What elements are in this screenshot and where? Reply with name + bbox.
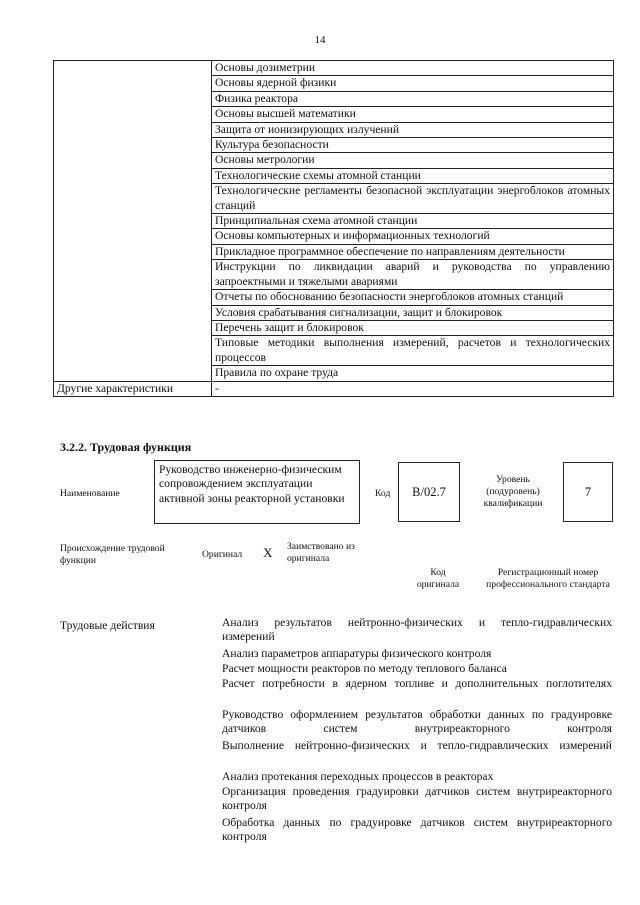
other-characteristics-value: - bbox=[212, 381, 614, 396]
labor-action-item: Расчет потребности в ядерном топливе и дополнительных поглотителях bbox=[222, 677, 612, 690]
knowledge-item: Прикладное программное обеспечение по направлениям деятельности bbox=[212, 244, 614, 259]
labor-action-item: Расчет мощности реакторов по методу теплового баланса bbox=[222, 662, 507, 675]
labor-action-item: Обработка данных по градуировке датчиков систем внутриреакторного контроля bbox=[222, 816, 612, 844]
original-mark: X bbox=[263, 545, 273, 560]
section-heading: 3.2.2. Трудовая функция bbox=[60, 440, 192, 454]
origin-label: Происхождение трудовой функции bbox=[60, 543, 165, 566]
borrowed-label: Заимствовано из оригинала bbox=[287, 541, 355, 564]
knowledge-item: Основы высшей математики bbox=[212, 107, 614, 122]
labor-action-item: Анализ протекания переходных процессов в реакторах bbox=[222, 770, 494, 783]
labor-action-item: Выполнение нейтронно-физических и тепло-гидравлических измерений bbox=[222, 739, 612, 752]
knowledge-item: Основы дозиметрии bbox=[212, 61, 614, 76]
code-value: B/02.7 bbox=[412, 484, 446, 499]
code-label: Код bbox=[375, 488, 391, 499]
knowledge-item: Принципиальная схема атомной станции bbox=[212, 214, 614, 229]
knowledge-table bbox=[53, 60, 614, 397]
knowledge-item: Технологические регламенты безопасной эксплуатации энергоблоков атомных станций bbox=[212, 184, 614, 214]
reg-number-label: Регистрационный номер профессионального стандарта bbox=[486, 567, 610, 590]
labor-actions-label: Трудовые действия bbox=[60, 619, 155, 632]
knowledge-item: Отчеты по обоснованию безопасности энергоблоков атомных станций bbox=[212, 290, 614, 305]
labor-action-item: Организация проведения градуировки датчиков систем внутриреакторного контроля bbox=[222, 785, 612, 813]
labor-action-item: Руководство оформлением результатов обработки данных по градуировке датчиков систем внутриреакторного контроля bbox=[222, 708, 612, 736]
knowledge-item: Культура безопасности bbox=[212, 138, 614, 153]
labor-action-item: Анализ параметров аппаратуры физического контроля bbox=[222, 647, 492, 660]
knowledge-item: Физика реактора bbox=[212, 91, 614, 106]
knowledge-label-cell bbox=[54, 61, 212, 382]
original-label: Оригинал bbox=[202, 549, 243, 560]
function-name-text: Руководство инженерно-физическим сопровождением эксплуатации активной зоны реакторной установки bbox=[159, 463, 345, 505]
knowledge-item: Технологические схемы атомной станции bbox=[212, 168, 614, 183]
labor-action-item: Анализ результатов нейтронно-физических и тепло-гидравлических измерений bbox=[222, 616, 612, 644]
code-box bbox=[398, 462, 460, 522]
knowledge-item: Перечень защит и блокировок bbox=[212, 320, 614, 335]
level-box bbox=[563, 462, 613, 522]
knowledge-item: Защита от ионизирующих излучений bbox=[212, 122, 614, 137]
level-value: 7 bbox=[584, 484, 592, 499]
knowledge-item: Основы метрологии bbox=[212, 153, 614, 168]
knowledge-item: Основы компьютерных и информационных технологий bbox=[212, 229, 614, 244]
function-name-box bbox=[154, 460, 360, 524]
knowledge-item: Основы ядерной физики bbox=[212, 76, 614, 91]
code-original-label: Код оригинала bbox=[416, 567, 460, 590]
knowledge-item: Условия срабатывания сигнализации, защит и блокировок bbox=[212, 305, 614, 320]
other-characteristics-label: Другие характеристики bbox=[54, 381, 212, 396]
knowledge-item: Типовые методики выполнения измерений, расчетов и технологических процессов bbox=[212, 336, 614, 366]
knowledge-item: Правила по охране труда bbox=[212, 366, 614, 381]
level-label: Уровень (подуровень) квалификации bbox=[483, 474, 543, 509]
page-number: 14 bbox=[314, 34, 326, 46]
name-label: Наименование bbox=[60, 488, 120, 499]
knowledge-item: Инструкции по ликвидации аварий и руководства по управлению запроектными и тяжелыми авариями bbox=[212, 260, 614, 290]
